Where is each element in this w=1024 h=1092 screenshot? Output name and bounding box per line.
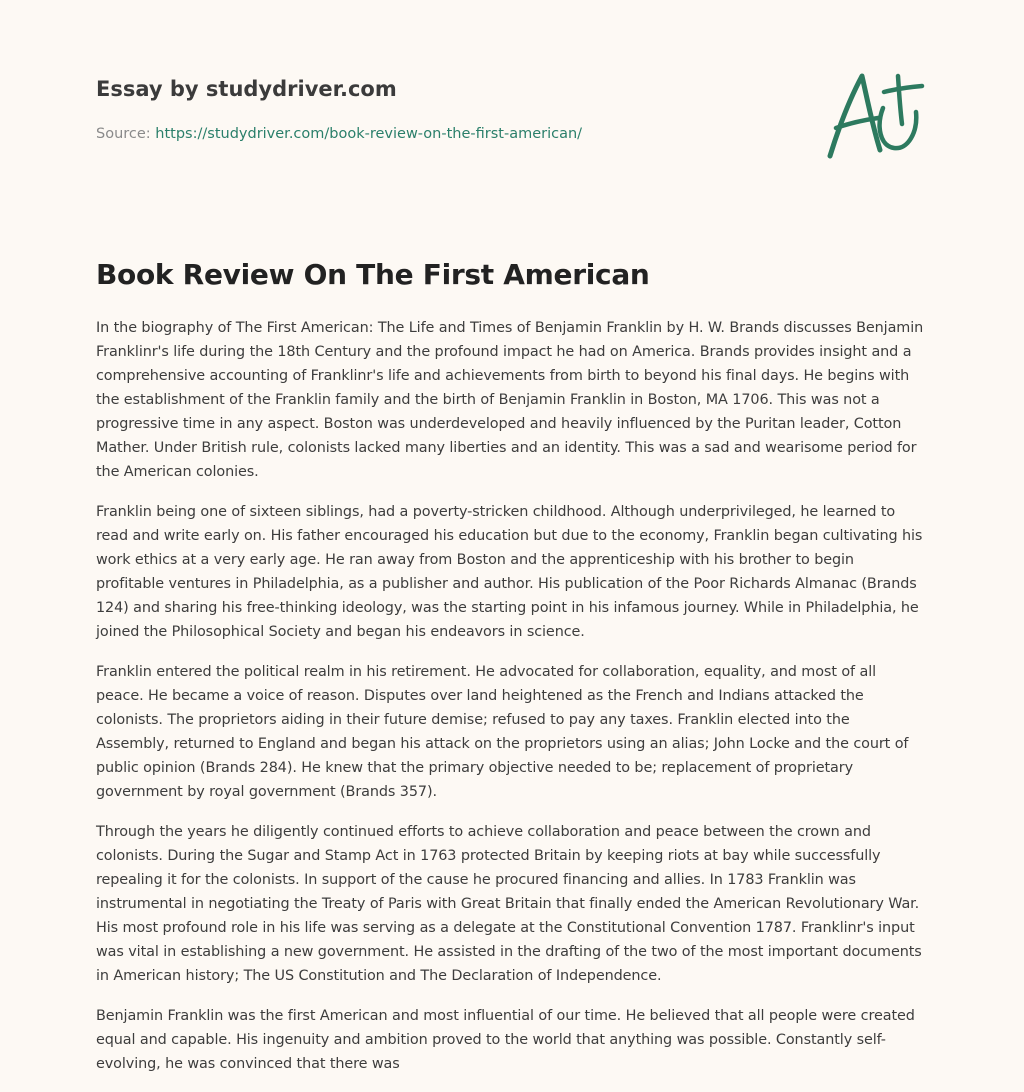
essay-title: Book Review On The First American	[96, 258, 650, 291]
site-title: Essay by studydriver.com	[96, 77, 397, 101]
essay-article	[96, 254, 926, 1092]
essay-body	[96, 316, 926, 1076]
essay-paragraph-2: Franklin being one of sixteen siblings, had a poverty-stricken childhood. Although underprivileged, he learned to read and write early on. His father encouraged his education but due to the economy, Franklin began cultivating his work ethics at a very early age. He ran away from Boston and the apprenticeship with his brother to begin profitable ventures in Philadelphia, as a publisher and author. His publication of the Poor Richards Almanac (Brands 124) and sharing his free-thinking ideology, was the starting point in his infamous journey. While in Philadelphia, he joined the Philosophical Society and began his endeavors in science.	[96, 504, 923, 640]
essay-paragraph-3: Franklin entered the political realm in his retirement. He advocated for collaboration, equality, and most of all peace. He became a voice of reason. Disputes over land heightened as the French and Indians attacked the colonists. The proprietors aiding in their future demise; refused to pay any taxes. Franklin elected into the Assembly, returned to England and began his attack on the proprietors using an alias; John Locke and the court of public opinion (Brands 284). He knew that the primary objective needed to be; replacement of proprietary government by royal government (Brands 357).	[96, 664, 909, 800]
source-label: Source:	[96, 126, 151, 142]
essay-paragraph-4: Through the years he diligently continued efforts to achieve collaboration and peace between the crown and colonists. During the Sugar and Stamp Act in 1763 protected Britain by keeping riots at bay while successfully repealing it for the colonists. In support of the cause he procured financing and allies. In 1783 Franklin was instrumental in negotiating the Treaty of Paris with Great Britain that finally ended the American Revolutionary War. His most profound role in his life was serving as a delegate at the Constitutional Convention 1787. Franklinr's input was vital in establishing a new government. He assisted in the drafting of the two of the most important documents in American history; The US Constitution and The Declaration of Independence.	[96, 824, 922, 984]
source-link[interactable]: https://studydriver.com/book-review-on-the-first-american/	[155, 126, 583, 142]
essay-paragraph-1: In the biography of The First American: The Life and Times of Benjamin Franklin by H. W. Brands discusses Benjamin Franklinr's life during the 18th Century and the profound impact he had on America. Brands provides insight and a comprehensive accounting of Franklinr's life and achievements from birth to beyond his final days. He begins with the establishment of the Franklin family and the birth of Benjamin Franklin in Boston, MA 1706. This was not a progressive time in any aspect. Boston was underdeveloped and heavily influenced by the Puritan leader, Cotton Mather. Under British rule, colonists lacked many liberties and an identity. This was a sad and wearisome period for the American colonies.	[96, 320, 924, 480]
essay-paragraph-5: Benjamin Franklin was the first American and most influential of our time. He believed that all people were created equal and capable. His ingenuity and ambition proved to the world that anything was possible. Constantly self-evolving, he was convinced that there was	[96, 1008, 915, 1072]
essay-header	[96, 74, 796, 144]
a-plus-grade-icon	[820, 68, 928, 164]
source-line	[96, 124, 796, 144]
